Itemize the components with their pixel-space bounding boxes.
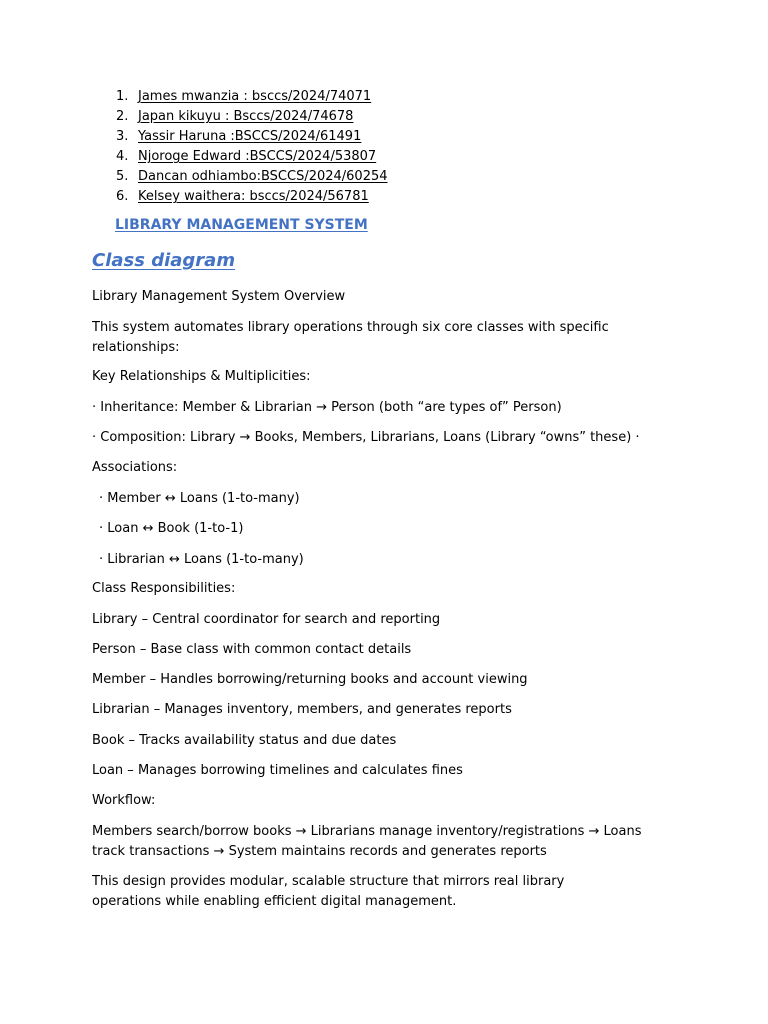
workflow-heading: Workflow: <box>92 793 156 808</box>
list-number: 4. <box>116 149 129 164</box>
list-item <box>92 187 388 207</box>
association-item: · Librarian ↔ Loans (1-to-many) <box>99 552 304 567</box>
member-entry: Njoroge Edward :BSCCS/2024/53807 <box>138 149 377 164</box>
member-entry: Yassir Haruna :BSCCS/2024/61491 <box>138 129 362 144</box>
group-members-list <box>92 87 388 207</box>
member-entry: Japan kikuyu : Bsccs/2024/74678 <box>138 109 354 124</box>
list-item <box>92 147 388 167</box>
document-title: LIBRARY MANAGEMENT SYSTEM <box>115 217 368 233</box>
responsibility-loan: Loan – Manages borrowing timelines and calculates fines <box>92 763 463 778</box>
inheritance-paragraph: · Inheritance: Member & Librarian → Person (both “are types of” Person) <box>92 400 562 415</box>
member-entry: Kelsey waithera: bsccs/2024/56781 <box>138 189 369 204</box>
associations-heading: Associations: <box>92 460 178 475</box>
responsibility-member: Member – Handles borrowing/returning books and account viewing <box>92 672 528 687</box>
list-number: 2. <box>116 109 129 124</box>
responsibilities-heading: Class Responsibilities: <box>92 581 236 596</box>
intro-paragraph: This system automates library operations through six core classes with specific relationships: <box>92 320 609 355</box>
workflow-paragraph: Members search/borrow books → Librarians manage inventory/registrations → Loans track transactions → System maintains records and generates reports <box>92 824 642 859</box>
member-entry: James mwanzia : bsccs/2024/74071 <box>138 89 372 104</box>
list-number: 3. <box>116 129 129 144</box>
key-relationships-heading: Key Relationships & Multiplicities: <box>92 369 311 384</box>
list-item <box>92 107 388 127</box>
conclusion-paragraph: This design provides modular, scalable structure that mirrors real library operations while enabling efficient digital management. <box>92 874 565 909</box>
responsibility-library: Library – Central coordinator for search and reporting <box>92 612 441 627</box>
list-item <box>92 87 388 107</box>
overview-paragraph: Library Management System Overview <box>92 289 346 304</box>
responsibility-book: Book – Tracks availability status and due dates <box>92 733 397 748</box>
responsibility-librarian: Librarian – Manages inventory, members, and generates reports <box>92 702 512 717</box>
list-number: 1. <box>116 89 129 104</box>
section-heading: Class diagram <box>92 250 236 271</box>
list-number: 6. <box>116 189 129 204</box>
association-item: · Member ↔ Loans (1-to-many) <box>99 491 300 506</box>
member-entry: Dancan odhiambo:BSCCS/2024/60254 <box>138 169 388 184</box>
responsibility-person: Person – Base class with common contact details <box>92 642 412 657</box>
composition-paragraph: · Composition: Library → Books, Members, Librarians, Loans (Library “owns” these) · <box>92 430 640 445</box>
list-number: 5. <box>116 169 129 184</box>
association-item: · Loan ↔ Book (1-to-1) <box>99 521 244 536</box>
list-item <box>92 127 388 147</box>
list-item <box>92 167 388 187</box>
